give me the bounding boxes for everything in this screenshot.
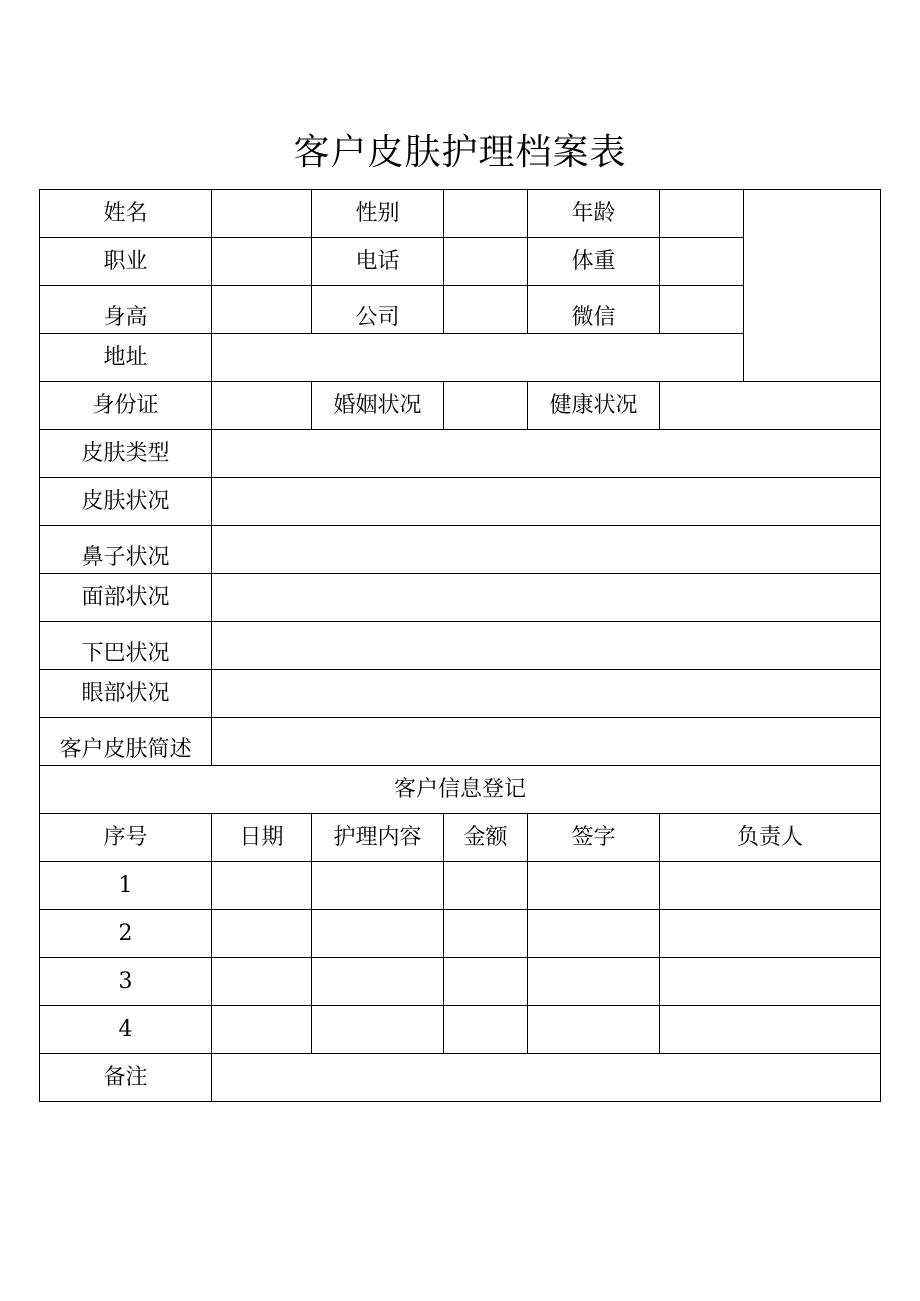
address-field[interactable]: [212, 334, 744, 382]
column-header: 序号: [40, 814, 212, 862]
remarks-field[interactable]: [212, 1054, 881, 1102]
occupation-label: 职业: [40, 238, 212, 286]
table-row: [40, 574, 881, 622]
care-content-cell[interactable]: [312, 1006, 444, 1054]
table-row: [40, 670, 881, 718]
eye-condition-field[interactable]: [212, 670, 881, 718]
photo-area[interactable]: [744, 190, 881, 382]
skin-type-field[interactable]: [212, 430, 881, 478]
care-content-cell[interactable]: [312, 862, 444, 910]
chin-condition-field[interactable]: [212, 622, 881, 670]
height-field[interactable]: [212, 286, 312, 334]
age-field[interactable]: [660, 190, 744, 238]
weight-label: 体重: [528, 238, 660, 286]
care-content-cell[interactable]: [312, 910, 444, 958]
table-row: [40, 382, 881, 430]
name-label: 姓名: [40, 190, 212, 238]
wechat-label: 微信: [528, 286, 660, 334]
column-header: 金额: [444, 814, 528, 862]
row-number: 1: [40, 862, 212, 910]
table-row: [40, 1054, 881, 1102]
weight-field[interactable]: [660, 238, 744, 286]
gender-label: 性别: [312, 190, 444, 238]
table-row: [40, 958, 881, 1006]
id-card-field[interactable]: [212, 382, 312, 430]
register-header-row: [40, 814, 881, 862]
signature-cell[interactable]: [528, 910, 660, 958]
table-row: [40, 718, 881, 766]
customer-record-table: [39, 189, 881, 1102]
nose-condition-label: 鼻子状况: [40, 526, 212, 574]
occupation-field[interactable]: [212, 238, 312, 286]
row-number: 2: [40, 910, 212, 958]
health-status-label: 健康状况: [528, 382, 660, 430]
gender-field[interactable]: [444, 190, 528, 238]
face-condition-field[interactable]: [212, 574, 881, 622]
table-row: [40, 478, 881, 526]
date-cell[interactable]: [212, 862, 312, 910]
table-row: [40, 910, 881, 958]
signature-cell[interactable]: [528, 862, 660, 910]
table-row: [40, 430, 881, 478]
person-in-charge-cell[interactable]: [660, 910, 881, 958]
person-in-charge-cell[interactable]: [660, 958, 881, 1006]
face-condition-label: 面部状况: [40, 574, 212, 622]
person-in-charge-cell[interactable]: [660, 1006, 881, 1054]
name-field[interactable]: [212, 190, 312, 238]
table-row: [40, 190, 881, 238]
signature-cell[interactable]: [528, 1006, 660, 1054]
amount-cell[interactable]: [444, 910, 528, 958]
column-header: 护理内容: [312, 814, 444, 862]
skin-condition-field[interactable]: [212, 478, 881, 526]
company-label: 公司: [312, 286, 444, 334]
remarks-label: 备注: [40, 1054, 212, 1102]
column-header: 负责人: [660, 814, 881, 862]
skin-condition-label: 皮肤状况: [40, 478, 212, 526]
row-number: 3: [40, 958, 212, 1006]
care-content-cell[interactable]: [312, 958, 444, 1006]
phone-label: 电话: [312, 238, 444, 286]
amount-cell[interactable]: [444, 862, 528, 910]
wechat-field[interactable]: [660, 286, 744, 334]
nose-condition-field[interactable]: [212, 526, 881, 574]
company-field[interactable]: [444, 286, 528, 334]
table-row: [40, 526, 881, 574]
skin-type-label: 皮肤类型: [40, 430, 212, 478]
page-title: 客户皮肤护理档案表: [293, 132, 627, 173]
person-in-charge-cell[interactable]: [660, 862, 881, 910]
date-cell[interactable]: [212, 910, 312, 958]
row-number: 4: [40, 1006, 212, 1054]
phone-field[interactable]: [444, 238, 528, 286]
register-heading: 客户信息登记: [40, 766, 881, 814]
amount-cell[interactable]: [444, 1006, 528, 1054]
table-row: [40, 1006, 881, 1054]
address-label: 地址: [40, 334, 212, 382]
column-header: 日期: [212, 814, 312, 862]
health-status-field[interactable]: [660, 382, 881, 430]
id-card-label: 身份证: [40, 382, 212, 430]
eye-condition-label: 眼部状况: [40, 670, 212, 718]
amount-cell[interactable]: [444, 958, 528, 1006]
age-label: 年龄: [528, 190, 660, 238]
skin-summary-label: 客户皮肤简述: [40, 718, 212, 766]
marital-status-label: 婚姻状况: [312, 382, 444, 430]
column-header: 签字: [528, 814, 660, 862]
date-cell[interactable]: [212, 958, 312, 1006]
table-row: [40, 622, 881, 670]
height-label: 身高: [40, 286, 212, 334]
table-row: [40, 766, 881, 814]
marital-status-field[interactable]: [444, 382, 528, 430]
table-row: [40, 862, 881, 910]
chin-condition-label: 下巴状况: [40, 622, 212, 670]
skin-summary-field[interactable]: [212, 718, 881, 766]
signature-cell[interactable]: [528, 958, 660, 1006]
date-cell[interactable]: [212, 1006, 312, 1054]
